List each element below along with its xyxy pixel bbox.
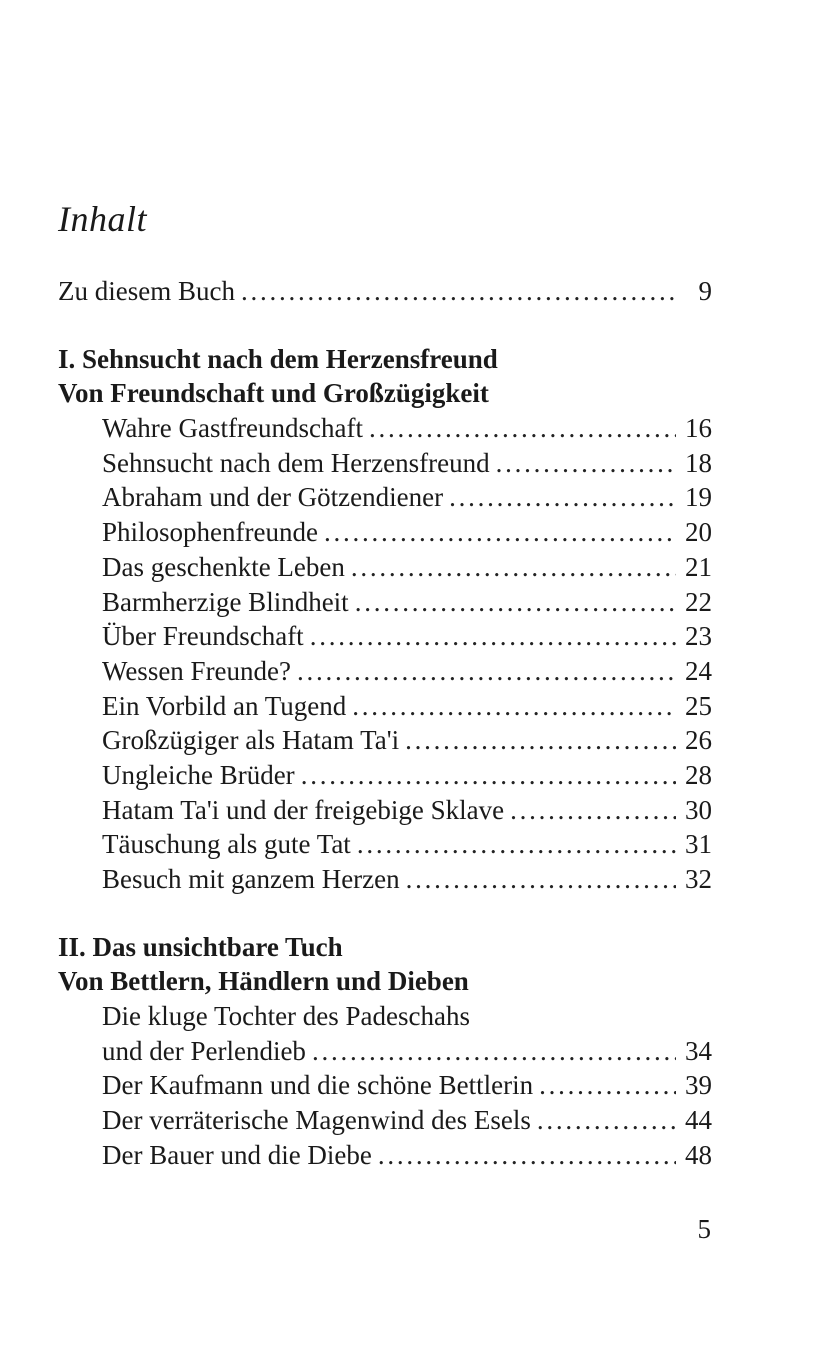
toc-page-number: 30 [685, 794, 712, 825]
page-title: Inhalt [58, 199, 147, 239]
toc-page-number: 21 [685, 551, 712, 582]
toc-entry [58, 723, 712, 758]
section-subheading: Von Bettlern, Händlern und Dieben [58, 966, 469, 997]
toc-entry [58, 1103, 712, 1138]
toc-entry-title: Hatam Ta'i und der freigebige Sklave [102, 794, 505, 825]
toc-entry [58, 446, 712, 481]
toc-entry-title: Großzügiger als Hatam Ta'i [102, 725, 400, 756]
toc-entry-title: Der Kaufmann und die schöne Bettlerin [102, 1070, 534, 1101]
toc-entry-title: Philosophenfreunde [102, 517, 318, 548]
toc-entry [58, 619, 712, 654]
toc-page-number: 23 [685, 621, 712, 652]
dot-leader [351, 550, 676, 585]
toc-page-number: 26 [685, 725, 712, 756]
toc-page-number: 44 [685, 1105, 712, 1136]
dot-leader [510, 793, 676, 828]
toc-entry [58, 862, 712, 897]
toc-page-number: 31 [685, 829, 712, 860]
dot-leader [539, 1068, 676, 1103]
dot-leader [449, 480, 676, 515]
toc-entry [58, 827, 712, 862]
toc-page-number: 25 [685, 690, 712, 721]
toc-page-number: 16 [685, 413, 712, 444]
toc-entry [58, 1034, 712, 1069]
dot-leader [355, 585, 676, 620]
toc-entry-title: Der verräterische Magenwind des Esels [102, 1105, 531, 1136]
dot-leader [406, 862, 676, 897]
toc-entry-title: Die kluge Tochter des Padeschahs [102, 1001, 471, 1032]
toc-entry [58, 515, 712, 550]
dot-leader [352, 689, 676, 724]
toc-page-number: 28 [685, 759, 712, 790]
section-heading: II. Das unsichtbare Tuch [58, 931, 343, 962]
toc-page-number: 39 [685, 1070, 712, 1101]
table-of-contents [58, 274, 712, 1173]
dot-leader [324, 515, 676, 550]
toc-page-number: 9 [698, 276, 712, 306]
toc-entry-intro [58, 274, 712, 309]
toc-entry [58, 411, 712, 446]
section-subheading: Von Freundschaft und Großzügigkeit [58, 378, 489, 409]
toc-entry-title: Wahre Gastfreundschaft [102, 413, 363, 444]
dot-leader [297, 654, 676, 689]
toc-page-number: 18 [685, 447, 712, 478]
dot-leader [301, 758, 676, 793]
toc-entry-title: Ungleiche Brüder [102, 759, 295, 790]
toc-entry-title: Täuschung als gute Tat [102, 829, 351, 860]
dot-leader [537, 1103, 676, 1138]
toc-entry [58, 1138, 712, 1173]
section-heading: I. Sehnsucht nach dem Herzensfreund [58, 343, 498, 374]
toc-entry-title: Über Freundschaft [102, 621, 304, 652]
toc-entry-title: Das geschenkte Leben [102, 551, 345, 582]
toc-entry-title: Zu diesem Buch [58, 276, 235, 306]
dot-leader [357, 827, 676, 862]
dot-leader [405, 723, 676, 758]
toc-entry [58, 689, 712, 724]
dot-leader [369, 411, 676, 446]
toc-entry-title: Sehnsucht nach dem Herzensfreund [102, 447, 490, 478]
toc-page-number: 48 [685, 1139, 712, 1170]
toc-entry [58, 654, 712, 689]
toc-entry [58, 550, 712, 585]
toc-page-number: 19 [685, 482, 712, 513]
toc-entry-title: und der Perlendieb [102, 1035, 306, 1066]
toc-entry-title: Wessen Freunde? [102, 655, 292, 686]
toc-entry-title: Barmherzige Blindheit [102, 586, 349, 617]
toc-entry-title: Der Bauer und die Diebe [102, 1139, 372, 1170]
toc-page-number: 34 [685, 1035, 712, 1066]
dot-leader [378, 1138, 676, 1173]
toc-page-number: 20 [685, 517, 712, 548]
toc-entry [58, 480, 712, 515]
toc-entry-title: Ein Vorbild an Tugend [102, 690, 347, 721]
toc-entry [58, 758, 712, 793]
toc-entry-line1 [58, 999, 712, 1034]
dot-leader [310, 619, 676, 654]
toc-page-number: 22 [685, 586, 712, 617]
toc-entry [58, 793, 712, 828]
toc-entry [58, 585, 712, 620]
toc-page-number: 24 [685, 655, 712, 686]
toc-entry-title: Besuch mit ganzem Herzen [102, 864, 400, 894]
toc-entry [58, 1068, 712, 1103]
page-number: 5 [697, 1214, 711, 1244]
dot-leader [496, 446, 676, 481]
toc-entry-title: Abraham und der Götzendiener [102, 482, 444, 513]
dot-leader [312, 1034, 676, 1069]
toc-page-number: 32 [685, 864, 712, 894]
dot-leader [241, 274, 676, 309]
